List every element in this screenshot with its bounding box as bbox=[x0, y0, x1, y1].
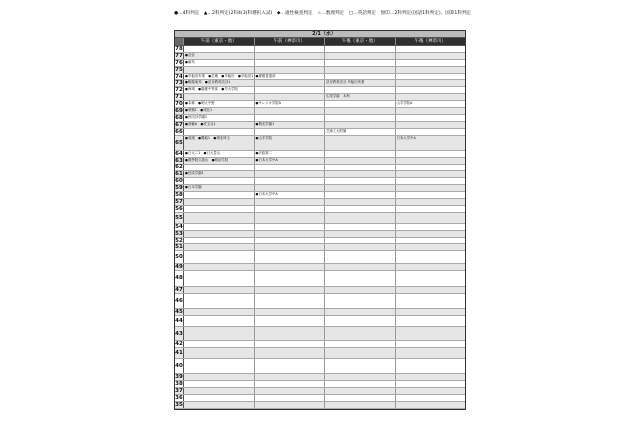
table-cell bbox=[324, 213, 395, 223]
table-row bbox=[175, 309, 465, 316]
table-cell bbox=[395, 244, 466, 250]
table-cell bbox=[254, 67, 325, 73]
table-cell bbox=[324, 136, 395, 150]
table-cell bbox=[184, 271, 254, 287]
table-cell: ●世田谷学園1 bbox=[185, 114, 208, 119]
table-row bbox=[175, 67, 465, 74]
table-cell bbox=[395, 271, 466, 287]
table-cell bbox=[395, 115, 466, 121]
row-number: 52 bbox=[175, 237, 183, 244]
table-cell bbox=[254, 264, 325, 270]
table-cell bbox=[254, 244, 325, 250]
table-row bbox=[175, 165, 465, 172]
table-cell bbox=[395, 60, 466, 66]
table-cell bbox=[395, 122, 466, 128]
table-cell bbox=[254, 294, 325, 308]
table-cell bbox=[184, 67, 254, 73]
table-row bbox=[175, 185, 465, 192]
table-cell bbox=[254, 87, 325, 93]
table-cell bbox=[324, 115, 395, 121]
table-body bbox=[175, 46, 465, 409]
table-row bbox=[175, 94, 465, 101]
table-cell: ●日本大学中A bbox=[254, 158, 325, 164]
table-cell: 山手学院A bbox=[395, 101, 466, 107]
table-cell bbox=[324, 165, 395, 171]
table-cell: ●佼成学園1 bbox=[185, 171, 204, 176]
table-cell bbox=[184, 348, 254, 358]
table-cell bbox=[395, 287, 466, 293]
table-cell bbox=[254, 388, 325, 394]
table-cell bbox=[395, 251, 466, 262]
table-cell bbox=[324, 46, 395, 52]
row-number: 38 bbox=[175, 380, 183, 387]
table-cell bbox=[395, 178, 466, 184]
row-number: 63 bbox=[175, 157, 183, 164]
table-cell bbox=[254, 348, 325, 358]
table-cell bbox=[395, 192, 466, 198]
table-cell bbox=[395, 206, 466, 212]
table-cell bbox=[184, 94, 254, 100]
row-number: 76 bbox=[175, 59, 183, 66]
table-cell bbox=[324, 192, 395, 198]
table-cell bbox=[324, 341, 395, 347]
table-row bbox=[175, 316, 465, 327]
table-cell bbox=[395, 224, 466, 230]
table-cell bbox=[324, 224, 395, 230]
table-cell bbox=[395, 199, 466, 205]
table-cell bbox=[184, 316, 254, 326]
table-row bbox=[175, 388, 465, 395]
table-cell bbox=[184, 206, 254, 212]
table-cell bbox=[395, 80, 466, 86]
row-number: 43 bbox=[175, 327, 184, 340]
column-header-pm-tokyo: 午後（東京・他） bbox=[324, 38, 395, 45]
table-row bbox=[175, 60, 465, 67]
table-cell bbox=[254, 213, 325, 223]
row-number: 71 bbox=[175, 94, 183, 101]
row-number: 44 bbox=[175, 316, 184, 326]
table-cell bbox=[254, 46, 325, 52]
table-cell bbox=[184, 46, 254, 52]
table-cell: ●山手学院 bbox=[254, 136, 325, 150]
date-header-band bbox=[175, 31, 465, 38]
table-row bbox=[175, 348, 465, 359]
table-cell bbox=[395, 158, 466, 164]
table-cell: ●早稲田実業 ●武蔵 ●早稲田 ●早稲田1 bbox=[185, 73, 254, 78]
table-cell: ●サレジオ学院A bbox=[254, 101, 325, 107]
table-row bbox=[175, 224, 465, 231]
table-row bbox=[175, 80, 465, 87]
row-number: 74 bbox=[175, 73, 183, 80]
column-header-am-kanagawa: 午前（神奈川） bbox=[254, 38, 325, 45]
table-cell bbox=[254, 327, 325, 340]
table-cell: 広尾学園 本科 bbox=[324, 94, 395, 100]
row-number: 66 bbox=[175, 128, 183, 135]
table-cell: ●法政第二 bbox=[254, 151, 325, 157]
table-cell bbox=[324, 74, 395, 80]
table-cell: ●巣鴨1 ●城北1 bbox=[185, 108, 213, 113]
table-row bbox=[175, 46, 465, 53]
table-cell bbox=[254, 271, 325, 287]
table-cell: ●高輪A ●攻玉社1 bbox=[185, 121, 216, 126]
table-cell: ●渋谷 bbox=[185, 52, 195, 57]
table-cell bbox=[184, 251, 254, 262]
table-cell bbox=[184, 264, 254, 270]
table-cell bbox=[184, 294, 254, 308]
table-cell bbox=[254, 224, 325, 230]
table-row bbox=[175, 287, 465, 294]
table-cell bbox=[324, 238, 395, 244]
table-cell bbox=[184, 327, 254, 340]
table-cell bbox=[395, 402, 466, 408]
row-number: 36 bbox=[175, 394, 183, 401]
row-number: 78 bbox=[175, 45, 183, 52]
table-cell bbox=[184, 165, 254, 171]
row-number: 56 bbox=[175, 205, 183, 212]
table-cell bbox=[324, 287, 395, 293]
row-number: 67 bbox=[175, 121, 183, 128]
table-cell bbox=[184, 199, 254, 205]
table-cell: ●桐光学園1 bbox=[254, 122, 325, 128]
table-cell bbox=[324, 151, 395, 157]
table-cell bbox=[395, 213, 466, 223]
table-row bbox=[175, 327, 465, 341]
table-cell bbox=[395, 67, 466, 73]
column-header-am-tokyo: 午前（東京・他） bbox=[183, 38, 254, 45]
table-row bbox=[175, 192, 465, 199]
table-cell bbox=[395, 341, 466, 347]
table-cell bbox=[254, 53, 325, 59]
row-number: 57 bbox=[175, 198, 183, 205]
column-header-corner bbox=[175, 38, 183, 45]
table-row bbox=[175, 101, 465, 108]
row-number: 49 bbox=[175, 263, 183, 270]
table-cell bbox=[254, 402, 325, 408]
table-cell bbox=[324, 359, 395, 373]
table-row bbox=[175, 122, 465, 129]
row-number: 69 bbox=[175, 107, 183, 114]
table-cell bbox=[184, 287, 254, 293]
date-header: 2/1（水） bbox=[312, 31, 336, 37]
table-cell bbox=[395, 381, 466, 387]
table-cell: ●國學院久我山 ●明治学院 bbox=[185, 157, 229, 162]
table-cell bbox=[324, 316, 395, 326]
table-cell bbox=[395, 327, 466, 340]
table-cell bbox=[254, 185, 325, 191]
table-cell bbox=[395, 108, 466, 114]
table-cell bbox=[184, 381, 254, 387]
table-cell bbox=[324, 60, 395, 66]
table-cell bbox=[254, 206, 325, 212]
table-cell bbox=[254, 108, 325, 114]
table-cell bbox=[395, 185, 466, 191]
table-cell bbox=[395, 309, 466, 315]
table-row bbox=[175, 129, 465, 136]
table-cell bbox=[254, 374, 325, 380]
table-cell bbox=[324, 264, 395, 270]
table-row bbox=[175, 359, 465, 374]
table-row bbox=[175, 53, 465, 60]
table-cell bbox=[184, 402, 254, 408]
row-number: 55 bbox=[175, 213, 184, 223]
row-number: 51 bbox=[175, 244, 183, 251]
row-number: 42 bbox=[175, 340, 183, 347]
table-cell: ●海城 ●慶應中等部 ●早大学院 bbox=[185, 87, 238, 92]
table-row bbox=[175, 341, 465, 348]
table-row bbox=[175, 199, 465, 206]
table-row bbox=[175, 115, 465, 122]
table-row bbox=[175, 151, 465, 158]
table-cell bbox=[395, 238, 466, 244]
table-cell bbox=[254, 359, 325, 373]
table-cell: ●日本学園 bbox=[185, 185, 202, 190]
table-cell bbox=[324, 381, 395, 387]
table-cell bbox=[324, 171, 395, 177]
table-cell bbox=[395, 87, 466, 93]
table-row bbox=[175, 244, 465, 251]
table-cell bbox=[324, 327, 395, 340]
table-cell bbox=[324, 294, 395, 308]
table-cell bbox=[395, 129, 466, 135]
table-row bbox=[175, 395, 465, 402]
table-row bbox=[175, 158, 465, 165]
row-number: 64 bbox=[175, 150, 183, 157]
table-row bbox=[175, 381, 465, 388]
table-row bbox=[175, 206, 465, 213]
table-cell bbox=[324, 402, 395, 408]
table-cell bbox=[184, 213, 254, 223]
table-cell bbox=[184, 359, 254, 373]
table-cell bbox=[184, 309, 254, 315]
table-row bbox=[175, 402, 465, 409]
row-number: 54 bbox=[175, 223, 183, 230]
table-cell: ●慶應普通部 bbox=[254, 74, 325, 80]
row-number: 47 bbox=[175, 287, 183, 294]
table-cell bbox=[324, 231, 395, 237]
table-cell bbox=[324, 178, 395, 184]
row-number: 65 bbox=[175, 136, 184, 150]
table-row bbox=[175, 238, 465, 245]
table-cell bbox=[254, 165, 325, 171]
table-cell: 日本大学中A bbox=[395, 136, 466, 150]
table-cell bbox=[184, 224, 254, 230]
table-cell bbox=[395, 374, 466, 380]
table-cell bbox=[254, 171, 325, 177]
row-number: 46 bbox=[175, 294, 184, 308]
table-row bbox=[175, 294, 465, 309]
table-cell bbox=[395, 46, 466, 52]
table-cell bbox=[395, 359, 466, 373]
row-number: 39 bbox=[175, 374, 183, 381]
row-number: 50 bbox=[175, 251, 184, 262]
row-number: 58 bbox=[175, 192, 183, 199]
table-cell bbox=[395, 264, 466, 270]
table-cell bbox=[324, 271, 395, 287]
table-cell bbox=[184, 341, 254, 347]
table-cell bbox=[324, 251, 395, 262]
table-cell bbox=[184, 178, 254, 184]
table-cell bbox=[324, 67, 395, 73]
table-row bbox=[175, 231, 465, 238]
table-cell: ●成城 ●獨協1 ●城北埼玉 bbox=[185, 135, 230, 140]
table-cell bbox=[184, 244, 254, 250]
table-cell bbox=[324, 348, 395, 358]
row-number: 70 bbox=[175, 101, 183, 108]
table-cell bbox=[254, 381, 325, 387]
table-cell: ●日本大学中A bbox=[254, 192, 325, 198]
row-number: 37 bbox=[175, 387, 183, 394]
table-cell bbox=[254, 251, 325, 262]
table-cell bbox=[395, 165, 466, 171]
table-cell bbox=[395, 316, 466, 326]
table-cell bbox=[184, 374, 254, 380]
table-cell bbox=[254, 115, 325, 121]
table-row bbox=[175, 171, 465, 178]
table-cell bbox=[395, 395, 466, 401]
table-cell bbox=[254, 80, 325, 86]
row-number: 35 bbox=[175, 401, 183, 408]
table-row bbox=[175, 136, 465, 151]
table-cell bbox=[324, 108, 395, 114]
row-number: 53 bbox=[175, 230, 183, 237]
table-cell bbox=[184, 231, 254, 237]
table-cell: ●駒場東邦 ●渋谷教育渋谷1 bbox=[185, 80, 231, 85]
table-cell bbox=[324, 53, 395, 59]
table-cell bbox=[254, 238, 325, 244]
table-row bbox=[175, 374, 465, 381]
table-cell bbox=[184, 192, 254, 198]
table-cell: 芝浦工大附属 bbox=[324, 129, 395, 135]
table-cell bbox=[324, 309, 395, 315]
row-number: 60 bbox=[175, 178, 183, 185]
row-number: 77 bbox=[175, 52, 183, 59]
table-cell bbox=[395, 294, 466, 308]
table-cell bbox=[254, 178, 325, 184]
table-row bbox=[175, 213, 465, 224]
row-number: 41 bbox=[175, 348, 184, 358]
table-cell bbox=[254, 341, 325, 347]
row-number: 61 bbox=[175, 171, 183, 178]
table-cell bbox=[395, 388, 466, 394]
table-row bbox=[175, 271, 465, 288]
table-cell bbox=[324, 388, 395, 394]
table-cell bbox=[254, 395, 325, 401]
row-number: 45 bbox=[175, 309, 183, 316]
table-cell bbox=[395, 171, 466, 177]
table-cell: ●本郷 ●明大中野 bbox=[185, 101, 215, 106]
table-cell bbox=[184, 238, 254, 244]
table-cell bbox=[324, 158, 395, 164]
table-cell bbox=[395, 53, 466, 59]
table-cell bbox=[254, 316, 325, 326]
legend-text: ●…4科判定 ▲…2科判定(2科4(3)科選択入試) ◆…適性検査判定 ☆…数理判定 □…英語判定 無印…2科判定(国語1科判定)、国算1科判定 bbox=[174, 11, 472, 16]
column-header-pm-kanagawa: 午後（神奈川） bbox=[395, 38, 466, 45]
table-cell bbox=[254, 287, 325, 293]
table-row bbox=[175, 251, 465, 263]
table-cell bbox=[324, 374, 395, 380]
table-row bbox=[175, 178, 465, 185]
row-number: 59 bbox=[175, 185, 183, 192]
table-cell: ●日大二1 ●日大豊山 bbox=[185, 150, 221, 155]
row-number: 40 bbox=[175, 359, 184, 373]
table-cell bbox=[324, 87, 395, 93]
row-number: 73 bbox=[175, 80, 183, 87]
table-cell bbox=[324, 199, 395, 205]
table-cell bbox=[254, 94, 325, 100]
table-cell bbox=[324, 185, 395, 191]
table-cell bbox=[254, 309, 325, 315]
table-cell bbox=[324, 122, 395, 128]
table-cell bbox=[324, 101, 395, 107]
table-cell bbox=[395, 94, 466, 100]
table-cell bbox=[254, 231, 325, 237]
table-cell bbox=[395, 74, 466, 80]
header-corner bbox=[175, 31, 183, 37]
table-cell: ●麻布 bbox=[185, 59, 195, 64]
table-cell bbox=[254, 199, 325, 205]
schedule-table bbox=[174, 30, 466, 410]
row-number: 68 bbox=[175, 114, 183, 121]
table-cell bbox=[184, 129, 254, 135]
table-cell bbox=[254, 129, 325, 135]
table-cell bbox=[324, 206, 395, 212]
table-cell bbox=[184, 388, 254, 394]
table-cell bbox=[324, 395, 395, 401]
row-number: 48 bbox=[175, 271, 184, 287]
table-cell bbox=[184, 395, 254, 401]
table-cell bbox=[395, 151, 466, 157]
table-row bbox=[175, 74, 465, 81]
row-number: 75 bbox=[175, 66, 183, 73]
row-number: 72 bbox=[175, 87, 183, 94]
table-row bbox=[175, 87, 465, 94]
table-row bbox=[175, 264, 465, 271]
table-cell bbox=[395, 231, 466, 237]
row-number: 62 bbox=[175, 164, 183, 171]
table-cell: 渋谷教育渋谷 早稲田実業 bbox=[324, 80, 395, 86]
column-headers bbox=[175, 38, 465, 46]
table-cell bbox=[395, 348, 466, 358]
table-cell bbox=[254, 60, 325, 66]
table-row bbox=[175, 108, 465, 115]
table-cell bbox=[324, 244, 395, 250]
